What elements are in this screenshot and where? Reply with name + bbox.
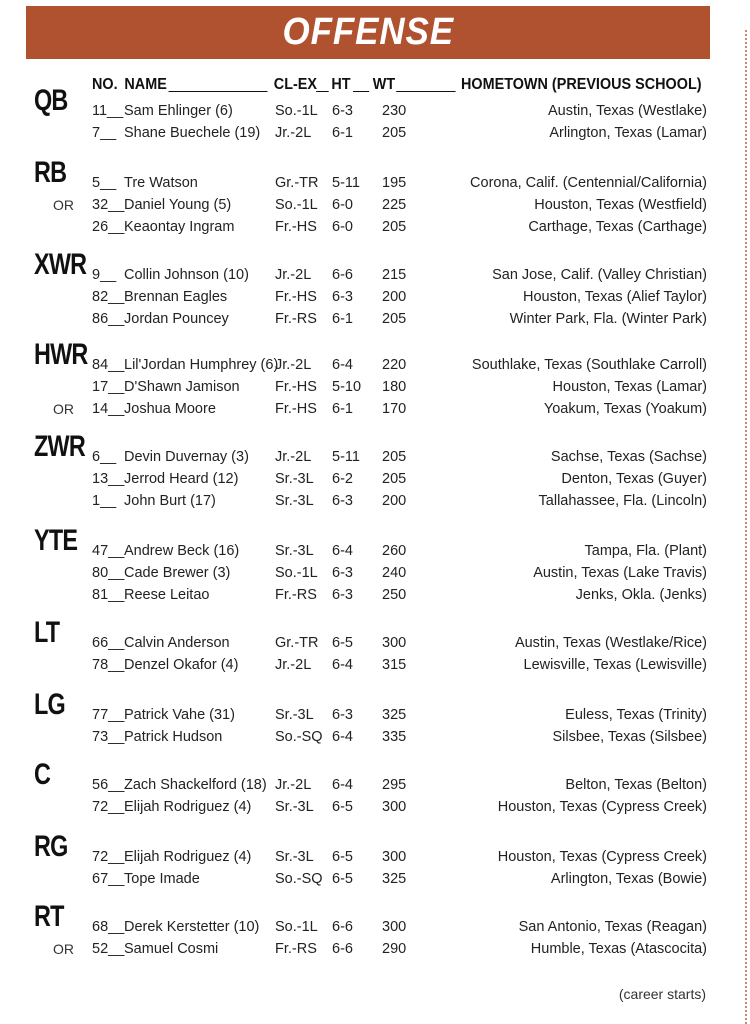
player-height: 6-6 (332, 919, 353, 935)
player-row (92, 289, 707, 309)
player-class: Fr.-HS (275, 379, 317, 395)
player-height: 6-0 (332, 197, 353, 213)
player-name: Patrick Hudson (124, 729, 223, 745)
player-number: 86__ (92, 311, 125, 327)
player-class: Sr.-3L (275, 849, 314, 865)
player-height: 6-3 (332, 587, 353, 603)
player-name: Elijah Rodriguez (4) (124, 799, 252, 815)
player-class: So.-SQ (275, 729, 323, 745)
player-class: Sr.-3L (275, 799, 314, 815)
or-label: OR (53, 197, 74, 213)
player-hometown: Corona, Calif. (Centennial/California) (470, 175, 707, 191)
player-class: So.-1L (275, 197, 318, 213)
player-hometown: Denton, Texas (Guyer) (561, 471, 707, 487)
player-number: 68__ (92, 919, 125, 935)
player-row (92, 449, 707, 469)
player-height: 6-1 (332, 125, 353, 141)
player-weight: 300 (382, 919, 407, 935)
player-hometown: Carthage, Texas (Carthage) (528, 219, 707, 235)
player-class: Sr.-3L (275, 543, 314, 559)
player-weight: 260 (382, 543, 407, 559)
player-weight: 205 (382, 449, 407, 465)
player-height: 6-4 (332, 543, 353, 559)
player-hometown: Belton, Texas (Belton) (565, 777, 707, 793)
player-number: 84__ (92, 357, 125, 373)
player-weight: 325 (382, 871, 407, 887)
player-hometown: Houston, Texas (Alief Taylor) (522, 289, 707, 305)
player-name: Derek Kerstetter (10) (124, 919, 260, 935)
player-class: So.-1L (275, 565, 318, 581)
player-row (92, 565, 707, 585)
player-name: Denzel Okafor (4) (124, 657, 239, 673)
col-rule-3 (396, 76, 455, 92)
position-label: LT (34, 616, 60, 649)
player-class: So.-1L (275, 103, 318, 119)
footnote: (career starts) (618, 986, 706, 1002)
player-row (92, 777, 707, 797)
position-label: ZWR (34, 430, 85, 463)
player-weight: 200 (382, 289, 407, 305)
player-hometown: Austin, Texas (Westlake/Rice) (514, 635, 707, 651)
col-name-rule (169, 76, 268, 92)
player-class: Fr.-HS (275, 401, 317, 417)
player-class: Sr.-3L (275, 707, 314, 723)
player-weight: 205 (382, 219, 407, 235)
section-title: OFFENSE (282, 11, 454, 53)
player-name: D'Shawn Jamison (124, 379, 240, 395)
dotted-border (745, 30, 747, 1024)
player-class: Fr.-HS (275, 289, 317, 305)
player-name: Patrick Vahe (31) (124, 707, 235, 723)
player-row (92, 197, 707, 217)
player-hometown: Winter Park, Fla. (Winter Park) (509, 311, 707, 327)
player-number: 17__ (92, 379, 125, 395)
player-class: So.-SQ (275, 871, 323, 887)
player-row (92, 849, 707, 869)
player-hometown: Tallahassee, Fla. (Lincoln) (538, 493, 707, 509)
player-name: Reese Leitao (124, 587, 210, 603)
player-weight: 230 (382, 103, 407, 119)
player-hometown: Silsbee, Texas (Silsbee) (552, 729, 707, 745)
player-weight: 300 (382, 635, 407, 651)
player-class: Jr.-2L (275, 657, 312, 673)
col-hometown: HOMETOWN (PREVIOUS SCHOOL) (461, 76, 702, 93)
player-name: Lil'Jordan Humphrey (6) (124, 357, 279, 373)
player-weight: 315 (382, 657, 407, 673)
player-hometown: Austin, Texas (Lake Travis) (533, 565, 707, 581)
player-row (92, 941, 707, 961)
player-row (92, 657, 707, 677)
player-number: 52__ (92, 941, 125, 957)
player-row (92, 871, 707, 891)
player-weight: 205 (382, 471, 407, 487)
player-name: Samuel Cosmi (124, 941, 219, 957)
player-class: Sr.-3L (275, 471, 314, 487)
player-number: 72__ (92, 849, 125, 865)
col-cl-ex: CL-EX (273, 76, 317, 93)
player-weight: 205 (382, 125, 407, 141)
player-height: 6-3 (332, 493, 353, 509)
player-height: 6-2 (332, 471, 353, 487)
player-row (92, 175, 707, 195)
player-row (92, 103, 707, 123)
player-row (92, 357, 707, 377)
player-number: 82__ (92, 289, 125, 305)
player-class: Jr.-2L (275, 357, 312, 373)
player-number: 26__ (92, 219, 125, 235)
player-row (92, 729, 707, 749)
player-name: Tope Imade (124, 871, 200, 887)
player-class: Gr.-TR (275, 635, 319, 651)
player-name: Calvin Anderson (124, 635, 230, 651)
player-number: 7__ (92, 125, 117, 141)
player-hometown: Houston, Texas (Westfield) (534, 197, 707, 213)
player-number: 80__ (92, 565, 125, 581)
player-weight: 225 (382, 197, 407, 213)
col-name: NAME (124, 76, 167, 93)
player-name: Joshua Moore (124, 401, 216, 417)
player-row (92, 919, 707, 939)
player-row (92, 125, 707, 145)
position-label: C (34, 758, 51, 791)
player-weight: 205 (382, 311, 407, 327)
player-hometown: Houston, Texas (Cypress Creek) (497, 799, 707, 815)
player-number: 47__ (92, 543, 125, 559)
section-header (26, 6, 710, 59)
player-name: Shane Buechele (19) (124, 125, 261, 141)
col-wt: WT (372, 76, 396, 93)
player-height: 5-11 (332, 449, 360, 465)
player-height: 6-0 (332, 219, 353, 235)
player-height: 6-5 (332, 871, 353, 887)
player-hometown: San Antonio, Texas (Reagan) (518, 919, 707, 935)
player-class: Fr.-HS (275, 219, 317, 235)
player-name: Elijah Rodriguez (4) (124, 849, 252, 865)
player-row (92, 799, 707, 819)
player-row (92, 493, 707, 513)
player-weight: 295 (382, 777, 407, 793)
player-row (92, 707, 707, 727)
player-number: 1__ (92, 493, 117, 509)
player-name: Keaontay Ingram (124, 219, 235, 235)
position-label: HWR (34, 338, 88, 371)
player-name: Brennan Eagles (124, 289, 228, 305)
player-number: 9__ (92, 267, 117, 283)
player-class: Jr.-2L (275, 777, 312, 793)
player-class: Sr.-3L (275, 493, 314, 509)
player-height: 6-3 (332, 289, 353, 305)
player-name: John Burt (17) (124, 493, 216, 509)
position-label: RT (34, 900, 64, 933)
player-row (92, 311, 707, 331)
player-weight: 200 (382, 493, 407, 509)
player-hometown: Jenks, Okla. (Jenks) (575, 587, 707, 603)
player-class: So.-1L (275, 919, 318, 935)
player-row (92, 401, 707, 421)
player-name: Zach Shackelford (18) (124, 777, 267, 793)
player-number: 66__ (92, 635, 125, 651)
player-height: 6-6 (332, 267, 353, 283)
player-row (92, 379, 707, 399)
player-hometown: Southlake, Texas (Southlake Carroll) (471, 357, 707, 373)
player-class: Jr.-2L (275, 267, 312, 283)
col-rule-1 (316, 76, 329, 92)
player-height: 6-1 (332, 401, 353, 417)
player-weight: 300 (382, 799, 407, 815)
player-weight: 250 (382, 587, 407, 603)
player-hometown: Sachse, Texas (Sachse) (550, 449, 707, 465)
player-weight: 290 (382, 941, 407, 957)
player-height: 6-5 (332, 849, 353, 865)
player-weight: 220 (382, 357, 407, 373)
player-class: Fr.-RS (275, 587, 317, 603)
player-hometown: San Jose, Calif. (Valley Christian) (492, 267, 707, 283)
player-height: 6-4 (332, 777, 353, 793)
player-number: 67__ (92, 871, 125, 887)
player-class: Jr.-2L (275, 125, 312, 141)
player-hometown: Humble, Texas (Atascocita) (530, 941, 707, 957)
player-row (92, 635, 707, 655)
player-number: 78__ (92, 657, 125, 673)
player-name: Cade Brewer (3) (124, 565, 231, 581)
player-number: 72__ (92, 799, 125, 815)
player-hometown: Euless, Texas (Trinity) (565, 707, 707, 723)
player-hometown: Yoakum, Texas (Yoakum) (543, 401, 707, 417)
player-height: 6-3 (332, 565, 353, 581)
player-name: Jerrod Heard (12) (124, 471, 239, 487)
position-label: YTE (34, 524, 78, 557)
or-label: OR (53, 941, 74, 957)
player-number: 73__ (92, 729, 125, 745)
player-weight: 300 (382, 849, 407, 865)
player-height: 6-4 (332, 657, 353, 673)
player-weight: 325 (382, 707, 407, 723)
player-number: 56__ (92, 777, 125, 793)
player-number: 81__ (92, 587, 125, 603)
player-weight: 215 (382, 267, 407, 283)
player-hometown: Lewisville, Texas (Lewisville) (523, 657, 707, 673)
col-no: NO. (92, 76, 118, 93)
col-rule-2 (353, 76, 369, 92)
player-height: 6-1 (332, 311, 353, 327)
player-hometown: Arlington, Texas (Lamar) (549, 125, 707, 141)
col-ht: HT (331, 76, 351, 93)
player-row (92, 219, 707, 239)
or-label: OR (53, 401, 74, 417)
player-number: 14__ (92, 401, 125, 417)
player-hometown: Houston, Texas (Cypress Creek) (497, 849, 707, 865)
player-height: 6-4 (332, 357, 353, 373)
player-height: 6-6 (332, 941, 353, 957)
player-weight: 335 (382, 729, 407, 745)
player-weight: 195 (382, 175, 407, 191)
player-weight: 170 (382, 401, 407, 417)
player-hometown: Austin, Texas (Westlake) (547, 103, 707, 119)
position-label: QB (34, 84, 68, 117)
player-height: 6-3 (332, 103, 353, 119)
player-class: Gr.-TR (275, 175, 319, 191)
player-number: 6__ (92, 449, 117, 465)
player-class: Fr.-RS (275, 311, 317, 327)
player-name: Tre Watson (124, 175, 198, 191)
player-hometown: Houston, Texas (Lamar) (552, 379, 707, 395)
player-height: 6-5 (332, 635, 353, 651)
player-weight: 240 (382, 565, 407, 581)
player-number: 77__ (92, 707, 125, 723)
player-name: Collin Johnson (10) (124, 267, 249, 283)
player-number: 5__ (92, 175, 117, 191)
player-height: 5-11 (332, 175, 360, 191)
player-name: Daniel Young (5) (124, 197, 232, 213)
player-row (92, 471, 707, 491)
player-height: 6-4 (332, 729, 353, 745)
player-row (92, 543, 707, 563)
player-height: 6-5 (332, 799, 353, 815)
player-height: 5-10 (332, 379, 362, 395)
player-number: 32__ (92, 197, 125, 213)
player-weight: 180 (382, 379, 407, 395)
player-hometown: Tampa, Fla. (Plant) (584, 543, 707, 559)
player-row (92, 267, 707, 287)
position-label: RB (34, 156, 67, 189)
player-class: Fr.-RS (275, 941, 317, 957)
player-name: Sam Ehlinger (6) (124, 103, 233, 119)
column-headers (92, 76, 702, 98)
player-class: Jr.-2L (275, 449, 312, 465)
position-label: XWR (34, 248, 87, 281)
position-label: LG (34, 688, 65, 721)
player-number: 11__ (92, 103, 124, 119)
player-number: 13__ (92, 471, 125, 487)
player-row (92, 587, 707, 607)
player-name: Devin Duvernay (3) (124, 449, 249, 465)
player-height: 6-3 (332, 707, 353, 723)
player-name: Jordan Pouncey (124, 311, 229, 327)
player-name: Andrew Beck (16) (124, 543, 240, 559)
player-hometown: Arlington, Texas (Bowie) (550, 871, 707, 887)
position-label: RG (34, 830, 68, 863)
